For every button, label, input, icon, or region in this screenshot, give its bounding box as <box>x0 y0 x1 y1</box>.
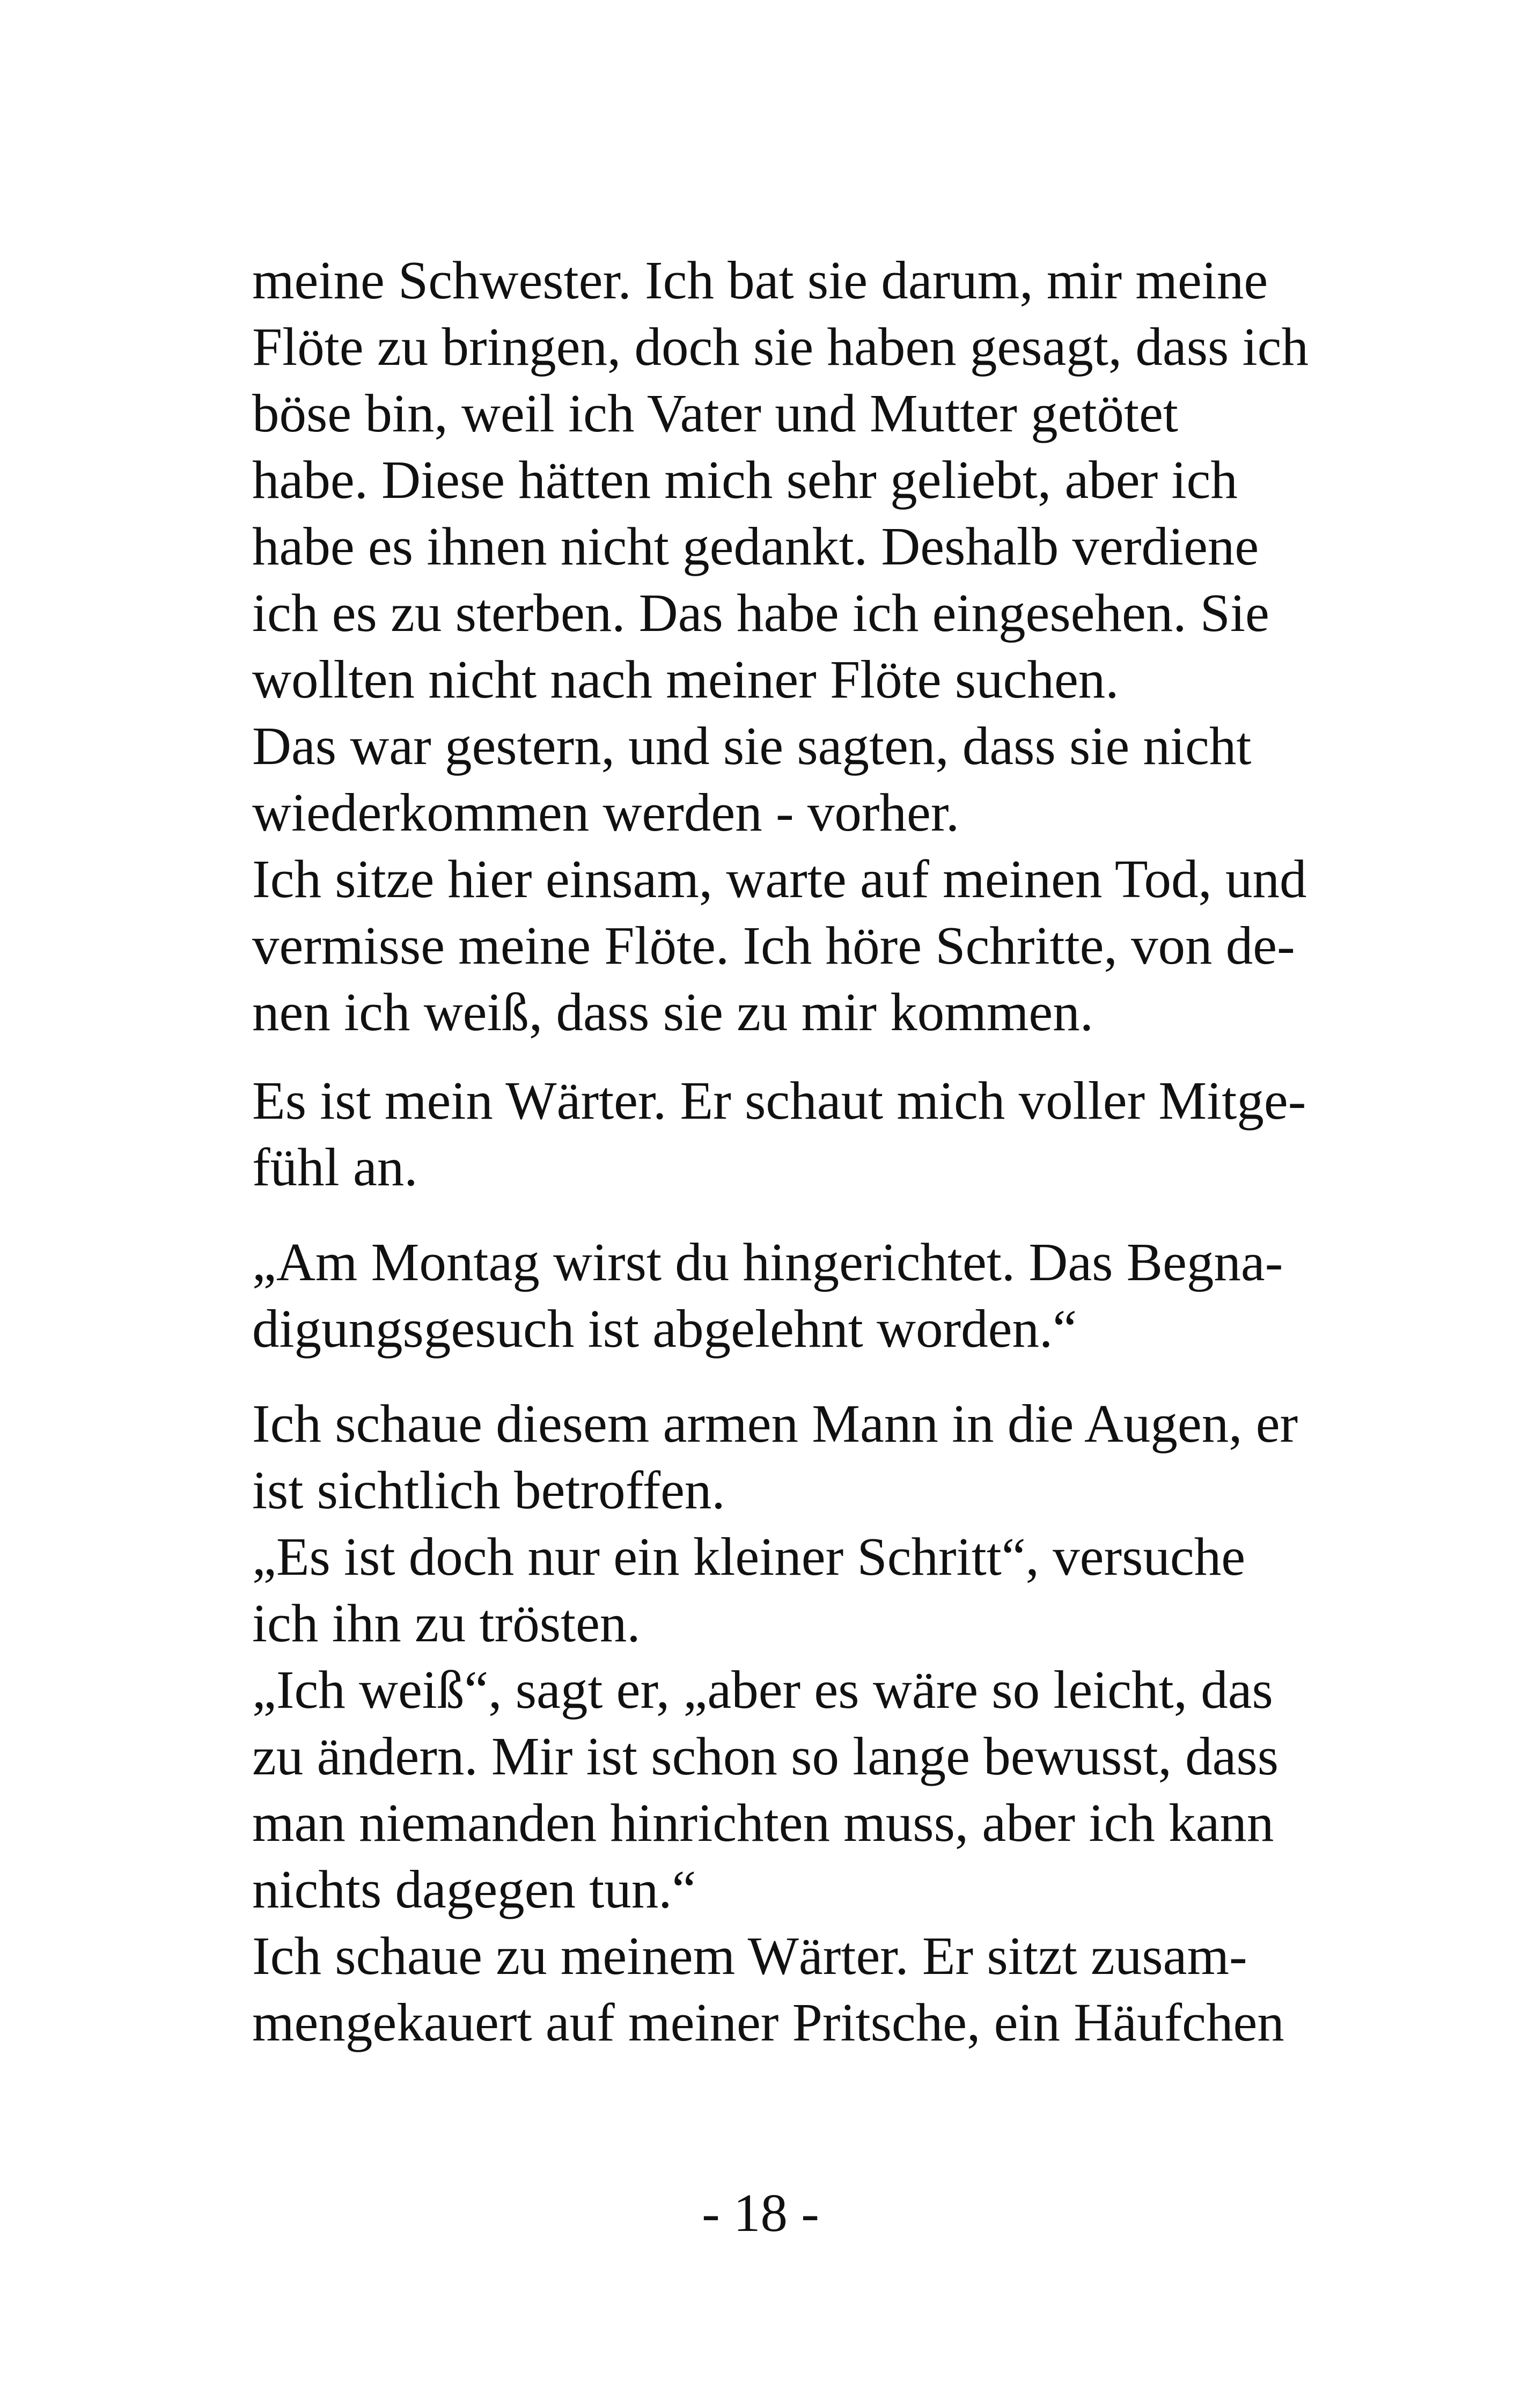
text-line: ist sichtlich betroffen. <box>252 1460 725 1520</box>
text-line: Flöte zu bringen, doch sie haben gesagt, dass ich <box>252 317 1309 377</box>
text-line: Ich sitze hier einsam, warte auf meinen Tod, und <box>252 849 1307 909</box>
text-line: man niemanden hinrichten muss, aber ich kann <box>252 1793 1274 1853</box>
text-line: nichts dagegen tun.“ <box>252 1859 696 1919</box>
text-line: wiederkommen werden - vorher. <box>252 782 960 842</box>
text-line: mengekauert auf meiner Pritsche, ein Häufchen <box>252 1992 1284 2052</box>
page-number: - 18 - <box>702 2183 819 2243</box>
text-line: ich ihn zu trösten. <box>252 1593 641 1653</box>
text-line: „Es ist doch nur ein kleiner Schritt“, versuche <box>252 1526 1246 1587</box>
text-line: zu ändern. Mir ist schon so lange bewusst, dass <box>252 1726 1279 1786</box>
text-line: „Ich weiß“, sagt er, „aber es wäre so leicht, das <box>252 1660 1273 1720</box>
text-line: nen ich weiß, dass sie zu mir kommen. <box>252 982 1093 1042</box>
text-line: Ich schaue diesem armen Mann in die Augen, er <box>252 1393 1298 1453</box>
text-line: meine Schwester. Ich bat sie darum, mir meine <box>252 250 1268 310</box>
text-line: digungsgesuch ist abgelehnt worden.“ <box>252 1298 1077 1359</box>
text-line: vermisse meine Flöte. Ich höre Schritte, von de- <box>252 915 1295 975</box>
text-line: „Am Montag wirst du hingerichtet. Das Begna- <box>252 1232 1283 1292</box>
text-line: Es ist mein Wärter. Er schaut mich voller Mitge- <box>252 1070 1306 1130</box>
text-line: fühl an. <box>252 1137 418 1197</box>
text-line: habe es ihnen nicht gedankt. Deshalb verdiene <box>252 516 1259 576</box>
text-line: wollten nicht nach meiner Flöte suchen. <box>252 649 1119 709</box>
text-line: ich es zu sterben. Das habe ich eingesehen. Sie <box>252 583 1269 643</box>
text-line: Ich schaue zu meinem Wärter. Er sitzt zusam- <box>252 1926 1247 1986</box>
text-line: Das war gestern, und sie sagten, dass sie nicht <box>252 716 1252 776</box>
text-line: böse bin, weil ich Vater und Mutter getötet <box>252 383 1178 443</box>
text-line: habe. Diese hätten mich sehr geliebt, aber ich <box>252 450 1238 510</box>
